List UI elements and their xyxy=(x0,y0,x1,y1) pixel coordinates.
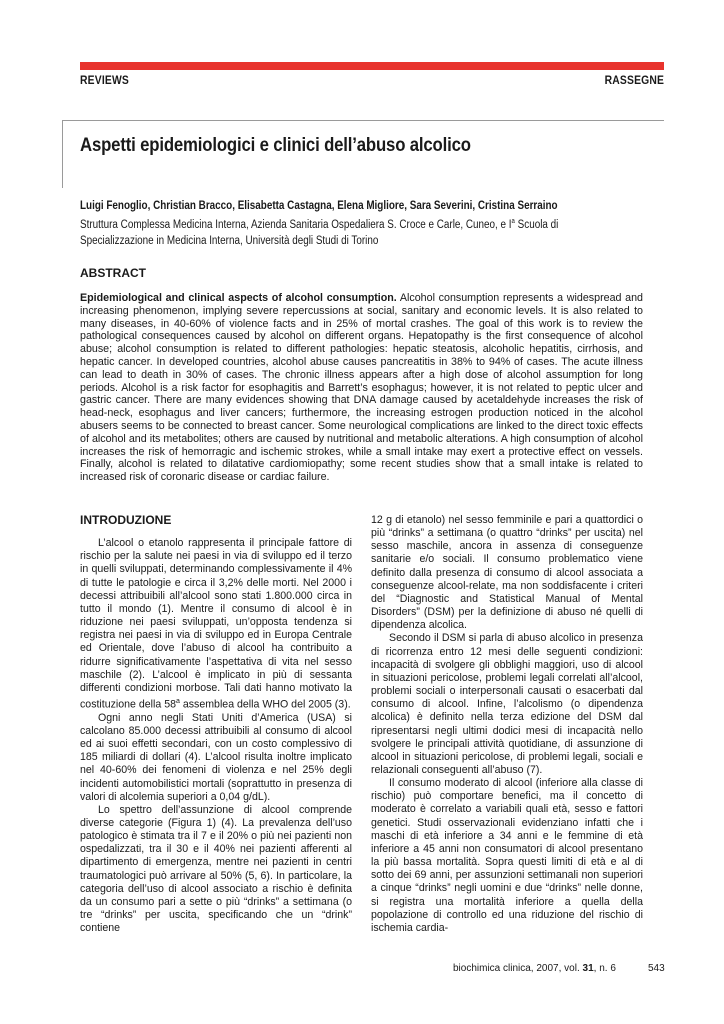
journal-citation xyxy=(453,963,616,974)
affiliation-line1-end: Scuola di xyxy=(514,218,559,231)
author-list: Luigi Fenoglio, Christian Bracco, Elisabetta Castagna, Elena Migliore, Sara Severini, Cristina Serraino xyxy=(80,200,558,212)
page-number: 543 xyxy=(648,963,665,974)
abstract-text xyxy=(80,292,643,484)
journal-volume: 31 xyxy=(582,963,594,974)
paragraph-6: Il consumo moderato di alcool (inferiore alla classe di rischio) può comportare benefici, ma il concetto di moderato è correlato a variabili quali età, sesso e fattori genetici. Studi osservazionali evidenziano infatti che i maschi di età inferiore a 34 anni e le femmine di età inferiore a 45 anni non consumatori di alcool presentano la più bassa mortalità. Sopra questi limiti di età e al di sotto dei 69 anni, per assunzioni settimanali non superiori a cinque “drinks” negli uomini e due “drinks” nelle donne, si registra una mortalità inferiore a quella della popolazione di controllo ed una riduzione del rischio di ischemia cardia- xyxy=(371,777,643,934)
title-rule-vertical xyxy=(62,120,63,188)
affiliation-superscript: a xyxy=(511,218,515,225)
affiliation-line1: Struttura Complessa Medicina Interna, Azienda Sanitaria Ospedaliera S. Croce e Carle, Cuneo, e I xyxy=(80,218,512,231)
section-label-reviews: REVIEWS xyxy=(80,75,129,87)
text-column-left xyxy=(80,514,352,935)
paragraph-1-end: assemblea della WHO del 2005 (3). xyxy=(179,698,351,711)
abstract-lead: Epidemiological and clinical aspects of alcohol consumption. xyxy=(80,292,397,304)
affiliation-line2: Specializzazione in Medicina Interna, Università degli Studi di Torino xyxy=(80,234,379,247)
paragraph-3: Lo spettro dell’assunzione di alcool comprende diverse categorie (Figura 1) (4). La prevalenza dell’uso patologico è stimata tra il 7 e il 20% o più nei pazienti non ospedalizzati, tra il 30 e il 40% nei pazienti afferenti al dipartimento di emergenza, mentre nei pazienti in centri traumatologici può arrivare al 50% (5, 6). In particolare, la categoria dell’uso di alcool associato a rischio è definita da un consumo pari a sette o più “drinks” a settimana (o tre “drinks” per uscita, specificando che un “drink” contiene xyxy=(80,803,352,935)
journal-citation-text: biochimica clinica, 2007, vol. xyxy=(453,963,583,974)
article-title: Aspetti epidemiologici e clinici dell’abuso alcolico xyxy=(80,134,471,156)
paragraph-4: 12 g di etanolo) nel sesso femminile e pari a quattordici o più “drinks” a settimana (o quattro “drinks” per uscita) nel sesso maschile, ancora in assenza di conseguenze sanitarie e/o sociali. Il consumo problematico viene definito dalla presenza di consumo di alcool associata a conseguenze alcool-relate, ma non soddisfacente i criteri del “Diagnostic and Statistical Manual of Mental Disorders” (DSM) per la definizione di abuso né quelli di dipendenza alcolica. xyxy=(371,514,643,632)
abstract-body: Alcohol consumption represents a widespread and increasing phenomenon, implying severe repercussions at social, sanitary and economic levels. It is also related to many diseases, in 40-60% of violence facts and in 25% of mortal crashes. The goal of this work is to review the pathological consequences caused by alcohol on different organs. Hepatopathy is the first consequence of alcohol abuse; alcohol consumption is related to different pathologies: hepatic steatosis, alcoholic hepatitis, cirrhosis, and hepatic cancer. In developed countries, alcohol abuse causes pancreatitis in 38% to 94% of cases. The acute illness can lead to death in 30% of cases. The chronic illness appears after a high dose of alcohol assumption for long periods. Alcohol is a risk factor for esophagitis and Barrett’s esophagus; however, it is not related to peptic ulcer and gastric cancer. There are many evidences showing that DNA damage caused by acetaldehyde increases the risk of head-neck, esophagus and liver cancers; furthermore, the increasing estrogen production noticed in the alcohol abusers seems to be connected to breast cancer. Some neurological complications are linked to the direct toxic effects of alcohol and its metabolites; others are caused by nutritional and metabolic alterations. A high consumption of alcohol increases the risk of hemorragic and ischemic strokes, while a small intake may exert a protective effect on vessels. Finally, alcohol is related to dilatative cardiomiopathy; some recent studies show that a small intake is related to increased risk of coronaric disease or cardiac failure. xyxy=(80,292,643,484)
abstract-heading: ABSTRACT xyxy=(80,266,146,280)
paragraph-2: Ogni anno negli Stati Uniti d’America (USA) si calcolano 85.000 decessi attribuibili al consumo di alcool ed ai suoi effetti secondari, con un costo complessivo di 185 miliardi di dollari (4). L’alcool risulta inoltre implicato nel 40-60% dei fenomeni di violenza e nel 25% degli incidenti automobilistici mortali (soprattutto in presenza di valori di alcolemia superiori a 0,04 g/dL). xyxy=(80,711,352,803)
header-accent-bar xyxy=(80,62,664,70)
section-heading-introduzione: INTRODUZIONE xyxy=(80,513,172,527)
paragraph-1 xyxy=(80,537,352,712)
paragraph-5: Secondo il DSM si parla di abuso alcolico in presenza di ricorrenza entro 12 mesi delle seguenti condizioni: incapacità di svolgere gli obblighi maggiori, uso di alcool in situazioni pericolose, problemi legali correlati all’alcool, problemi sociali o interpersonali causati o esacerbati dal consumo di alcool. Infine, l’alcolismo (o dipendenza alcolica) è definito nella terza edizione del DSM dal ripresentarsi negli ultimi dodici mesi di incapacità nello svolgere le principali attività quotidiane, di assunzione di alcool in situazioni pericolose, di problemi legali, sociali e relazionali conseguenti all’abuso (7). xyxy=(371,632,643,776)
journal-issue: , n. 6 xyxy=(593,963,616,974)
title-rule-horizontal xyxy=(62,120,664,121)
paragraph-1-text: L’alcool o etanolo rappresenta il principale fattore di rischio per la salute nei paesi in via di sviluppo ed il terzo in quelli sviluppati, determinando complessivamente il 4% di tutte le patologie e circa il 3,2% delle morti. Nel 2000 i decessi attribuibili all’alcool sono stati 1.800.000 circa in tutto il mondo (1). Mentre il consumo di alcool è in riduzione nei paesi sviluppati, un’opposta tendenza si registra nei paesi in via di sviluppo ed in Europa Centrale ed Orientale, dove l’abuso di alcool ha contribuito a ridurre significativamente l’aspettativa di vita nel sesso maschile (2). L’alcool è implicato in più di sessanta differenti condizioni morbose. Tali dati hanno motivato la costituzione della 58 xyxy=(80,537,352,711)
text-column-right xyxy=(371,514,643,935)
affiliation xyxy=(80,214,639,249)
paragraph-1-superscript: a xyxy=(176,698,180,706)
section-label-rassegne: RASSEGNE xyxy=(604,75,664,87)
